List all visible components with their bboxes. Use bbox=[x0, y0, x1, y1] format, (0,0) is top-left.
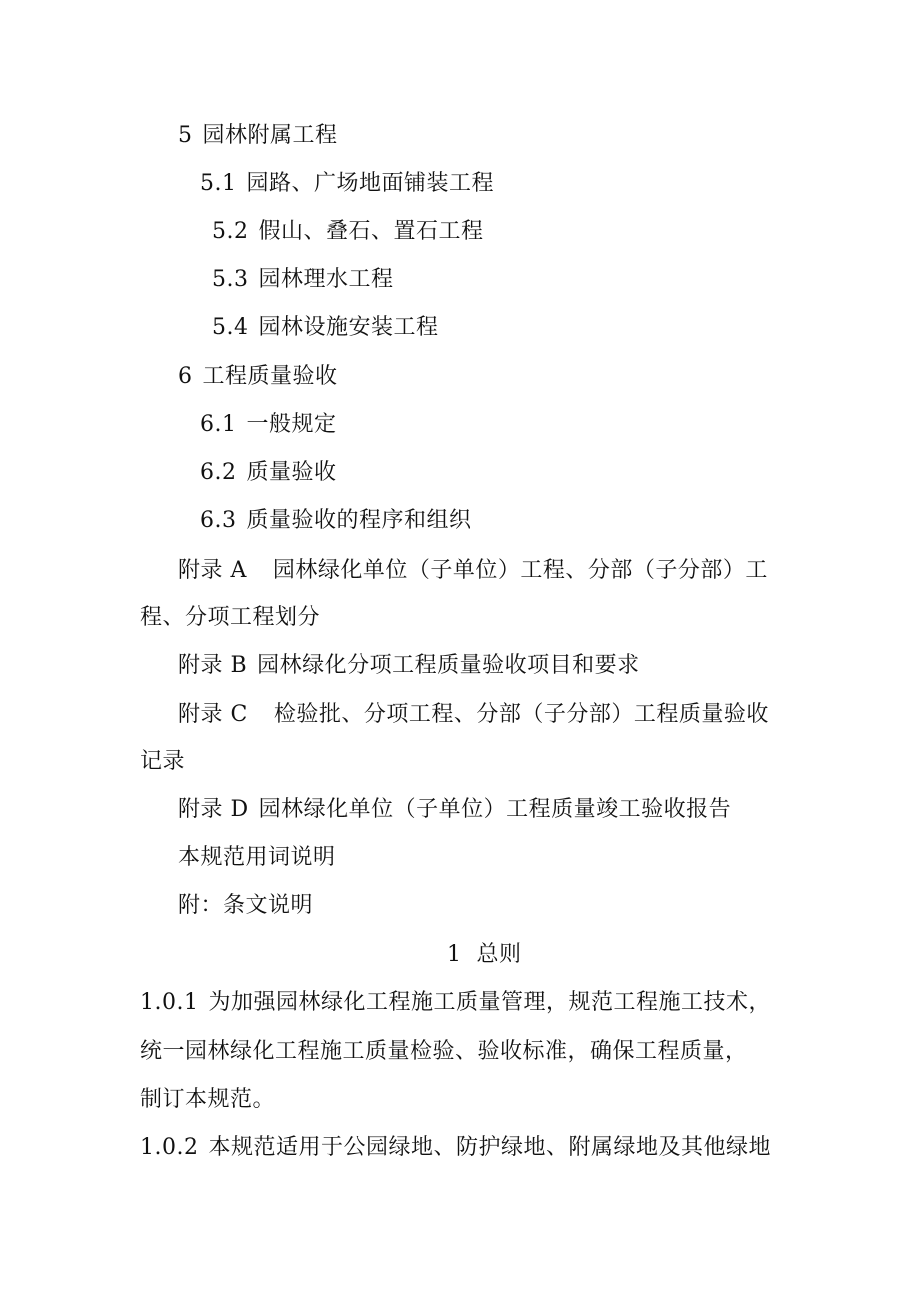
toc-number: 6.2 bbox=[200, 460, 237, 485]
appendix-title: 园林绿化单位（子单位）工程、分部（子分部）工 bbox=[272, 558, 768, 583]
clause-1-0-1-line-2 bbox=[140, 1037, 748, 1067]
chapter-heading: 1 总则 bbox=[447, 942, 522, 967]
appendix-title: 检验批、分项工程、分部（子分部）工程质量验收 bbox=[273, 702, 769, 727]
toc-entry-6-2 bbox=[200, 458, 337, 488]
toc-title: 园路、广场地面铺装工程 bbox=[246, 171, 495, 196]
toc-title: 工程质量验收 bbox=[202, 364, 338, 389]
toc-entry-5-4 bbox=[212, 313, 439, 343]
appendix-title-continued: 程、分项工程划分 bbox=[140, 605, 321, 630]
toc-number: 5.4 bbox=[212, 315, 249, 340]
toc-title: 园林设施安装工程 bbox=[258, 315, 439, 340]
toc-entry-6 bbox=[178, 362, 338, 392]
toc-entry-appendix-d bbox=[178, 795, 731, 825]
toc-title: 园林附属工程 bbox=[202, 123, 338, 148]
clause-number: 1.0.2 bbox=[140, 1135, 199, 1160]
toc-number: 5.2 bbox=[212, 219, 249, 244]
toc-entry-appendix-c-cont bbox=[140, 747, 185, 777]
toc-title: 一般规定 bbox=[246, 412, 337, 437]
toc-entry-appendix-b bbox=[178, 651, 640, 681]
clause-1-0-1-line-3 bbox=[140, 1085, 275, 1115]
toc-entry-5-2 bbox=[212, 217, 484, 247]
toc-entry-notes bbox=[178, 891, 313, 921]
toc-number: 6.1 bbox=[200, 412, 237, 437]
toc-entry-appendix-c bbox=[178, 700, 769, 730]
appendix-title-continued: 记录 bbox=[140, 749, 186, 774]
appendix-title: 园林绿化单位（子单位）工程质量竣工验收报告 bbox=[258, 797, 732, 822]
toc-entry-5-1 bbox=[200, 169, 494, 199]
toc-title: 园林理水工程 bbox=[258, 267, 394, 292]
toc-number: 5.3 bbox=[212, 267, 249, 292]
toc-entry-5 bbox=[178, 121, 338, 151]
clause-text: 为加强园林绿化工程施工质量管理，规范工程施工技术， bbox=[208, 990, 771, 1015]
clause-1-0-2-line-1 bbox=[140, 1133, 771, 1163]
toc-entry-appendix-a-cont bbox=[140, 603, 320, 633]
clause-text: 本规范适用于公园绿地、防护绿地、附属绿地及其他绿地 bbox=[208, 1135, 771, 1160]
toc-entry-6-1 bbox=[200, 410, 337, 440]
clause-1-0-1-line-1 bbox=[140, 988, 771, 1018]
clause-number: 1.0.1 bbox=[140, 990, 199, 1015]
clause-text: 制订本规范。 bbox=[140, 1087, 276, 1112]
toc-title: 质量验收 bbox=[246, 460, 337, 485]
toc-number: 6 bbox=[178, 364, 193, 389]
toc-title: 质量验收的程序和组织 bbox=[246, 508, 472, 533]
appendix-label: 附录 C bbox=[178, 702, 248, 727]
toc-title: 附：条文说明 bbox=[178, 893, 314, 918]
toc-entry-5-3 bbox=[212, 265, 394, 295]
toc-number: 6.3 bbox=[200, 508, 237, 533]
toc-entry-6-3 bbox=[200, 506, 472, 536]
appendix-label: 附录 B bbox=[178, 653, 248, 678]
toc-number: 5.1 bbox=[200, 171, 237, 196]
toc-number: 5 bbox=[178, 123, 193, 148]
appendix-label: 附录 A bbox=[178, 558, 247, 583]
toc-entry-terms bbox=[178, 843, 336, 873]
appendix-title: 园林绿化分项工程质量验收项目和要求 bbox=[257, 653, 640, 678]
appendix-label: 附录 D bbox=[178, 797, 249, 822]
toc-entry-appendix-a bbox=[178, 556, 768, 586]
toc-title: 假山、叠石、置石工程 bbox=[258, 219, 484, 244]
clause-text: 统一园林绿化工程施工质量检验、验收标准，确保工程质量， bbox=[140, 1039, 748, 1064]
toc-title: 本规范用词说明 bbox=[178, 845, 336, 870]
